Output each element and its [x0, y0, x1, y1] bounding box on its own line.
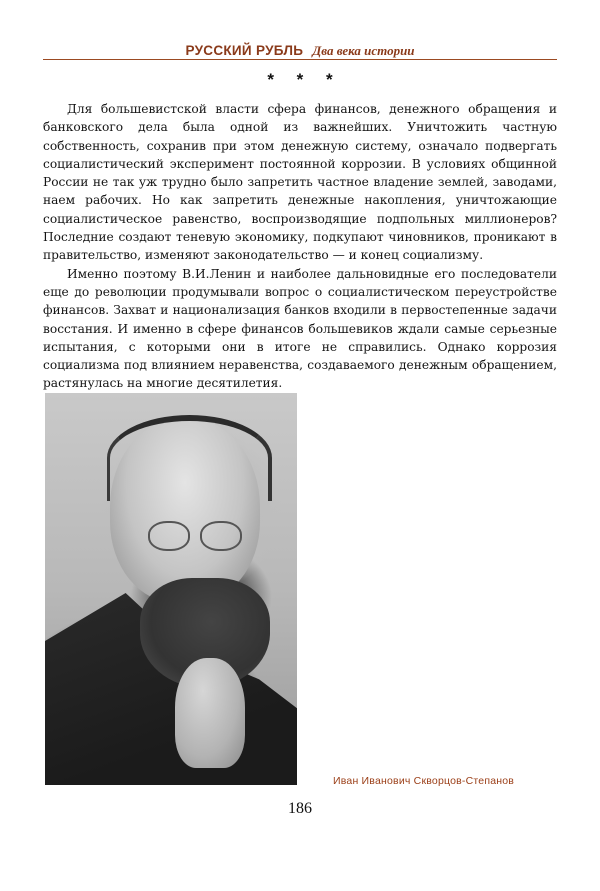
page-number: 186 — [288, 800, 312, 817]
portrait-hairline — [107, 415, 272, 501]
paragraph: Для большевистской власти сфера финансов, денежного обращения и банковского дела была одной из важнейших. Уничтожить частную собственность, сохранив при этом денежную систему, означало подвергать социалистический эксперимент постоянной коррозии. В условиях общинной России не так уж трудно было запретить частное владение землей, заводами, наем рабочих. Но как запретить денежные накопления, уничтожающие социалистическое равенство, воспроизводящие подпольных миллионеров? Последние создают теневую экономику, подкупают чиновников, проникают в правительство, изменяют законодательство — и конец социализму. — [43, 102, 557, 263]
body-text — [43, 100, 557, 393]
glasses-lens-left — [148, 521, 190, 551]
section-divider: * * * — [267, 70, 333, 89]
book-subtitle: Два века истории — [312, 43, 415, 58]
glasses-lens-right — [200, 521, 242, 551]
book-title: РУССКИЙ РУБЛЬ — [185, 43, 304, 58]
running-header — [43, 40, 557, 59]
portrait-hand — [175, 658, 245, 768]
paragraph: Именно поэтому В.И.Ленин и наиболее дальновидные его последователи еще до революции продумывали вопрос о социалистическом переустройстве финансов. Захват и национализация банков входили в первостепенные задачи восстания. И именно в сфере финансов большевиков ждали самые серьезные испытания, с которыми они в итоге не справились. Однако коррозия социализма под влиянием неравенства, создаваемого денежным обращением, растянулась на многие десятилетия. — [43, 266, 557, 391]
portrait-photo — [45, 393, 297, 785]
portrait-glasses — [148, 521, 248, 549]
header-rule — [43, 59, 557, 60]
photo-caption: Иван Иванович Скворцов-Степанов — [333, 775, 515, 787]
